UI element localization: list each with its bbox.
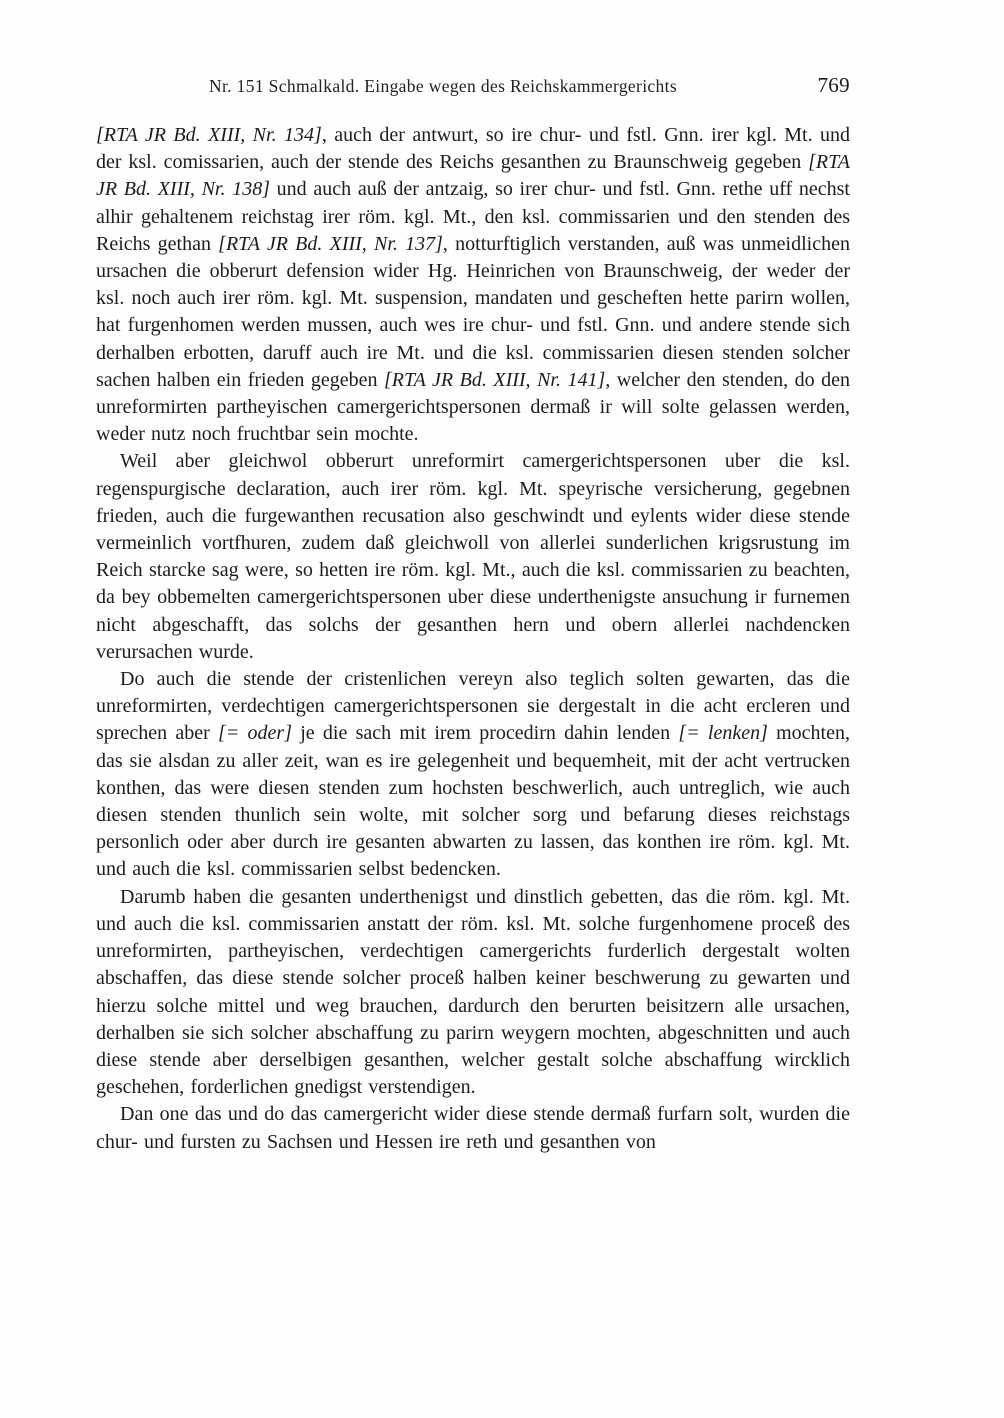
text-segment: Weil aber gleichwol obberurt unreformirt camergerichtspersonen uber die ksl. regenspurgische declaration, auch irer röm. kgl. Mt. speyrische versicherung, gegebnen frieden, auch die furgewanthen recusation also geschwindt und eylents wider diese stende vermeinlich vortfhuren, zudem daß gleichwoll von allerlei sunderlichen krigsrustung im Reich starcke sag were, so hetten ire röm. kgl. Mt., auch die ksl. commissarien zu beachten, da bey obbemelten camergerichtspersonen uber diese underthenigste ansuchung ir furnemen nicht abgeschafft, das solchs der gesanthen hern und obern allerlei nachdencken verursachen wurde.: [96, 450, 850, 663]
paragraph: [96, 122, 850, 448]
text-segment: , notturftiglich verstanden, auß was unmeidlichen ursachen die obberurt defension wider Hg. Heinrichen von Braunschweig, der weder der ksl. noch auch irer röm. kgl. Mt. suspension, mandaten und gescheften hette parirn wollen, hat furgenhomen werden mussen, auch wes ire chur- und fstl. Gnn. und andere stende sich derhalben erbotten, daruff auch ire Mt. und die ksl. commissarien diesen stenden solcher sachen halben ein frieden gegeben: [96, 232, 850, 391]
citation-reference: [RTA JR Bd. XIII, Nr. 138]: [96, 151, 850, 201]
text-segment: Darumb haben die gesanten underthenigst und dinstlich gebetten, das die röm. kgl. Mt. und auch die ksl. commissarien anstatt der röm. ksl. Mt. solche furgenhomene proceß des unreformirten, partheyischen, verdechtigen camergerichts furderlich dergestalt wolten abschaffen, das diese stende solcher proceß halben keiner beschwerung zu gewarten und hierzu solche mittel und weg brauchen, dardurch den berurten beisitzern alle ursachen, derhalben sie sich solcher abschaffung zu parirn weygern mochten, abgeschnitten und auch diese stende aber derselbigen gesanthen, welcher gestalt solche abschaffung wircklich geschehen, forderlichen gnedigst verstendigen.: [96, 885, 850, 1099]
text-segment: mochten, das sie alsdan zu aller zeit, wan es ire gelegenheit und bequemheit, mit der acht vertrucken konthen, das were diesen stenden zum hochsten beschwerlich, auch untreglich, wie auch diesen stenden thunlich sein wolte, mit solcher sorg und befarung dieses reichstags personlich oder aber durch ire gesanten abwarten zu lassen, das konthen ire röm. kgl. Mt. und auch die ksl. commissarien selbst bedencken.: [96, 722, 850, 881]
page-body: [96, 122, 850, 1156]
editorial-gloss: [= oder]: [218, 722, 292, 745]
paragraph: [96, 884, 850, 1102]
text-segment: Do auch die stende der cristenlichen vereyn also teglich solten gewarten, das die unreformirten, verdechtigen camergerichtspersonen sie dergestalt in die acht ercleren und sprechen aber: [96, 668, 850, 745]
editorial-gloss: [= lenken]: [678, 722, 768, 745]
text-segment: , welcher den stenden, do den unreformirten partheyischen camergerichtspersonen dermaß ir will solte gelassen werden, weder nutz noch fruchtbar sein mochte.: [96, 368, 850, 446]
text-segment: , auch der antwurt, so ire chur- und fstl. Gnn. irer kgl. Mt. und der ksl. comissarien, auch der stende des Reichs gesanthen zu Braunschweig gegeben: [96, 124, 850, 174]
text-segment: und auch auß der antzaig, so irer chur- und fstl. Gnn. rethe uff nechst alhir gehaltenem reichstag irer röm. kgl. Mt., den ksl. commissarien und den stenden des Reichs gethan: [96, 178, 850, 255]
page-content: [96, 73, 850, 1156]
page-number: 769: [817, 73, 850, 97]
citation-reference: [RTA JR Bd. XIII, Nr. 141]: [384, 368, 606, 391]
citation-reference: [RTA JR Bd. XIII, Nr. 134]: [96, 124, 322, 146]
running-title: Nr. 151 Schmalkald. Eingabe wegen des Reichskammergerichts: [208, 76, 678, 96]
running-head: [96, 73, 850, 106]
text-segment: je die sach mit irem procedirn dahin lenden: [291, 722, 679, 745]
citation-reference: [RTA JR Bd. XIII, Nr. 137]: [218, 232, 443, 255]
paragraph: [96, 448, 850, 666]
text-segment: Dan one das und do das camergericht wider diese stende dermaß furfarn solt, wurden die chur- und fursten zu Sachsen und Hessen ire reth und gesanthen von: [96, 1103, 850, 1153]
paragraph: [96, 666, 850, 884]
paragraph: [96, 1101, 850, 1155]
